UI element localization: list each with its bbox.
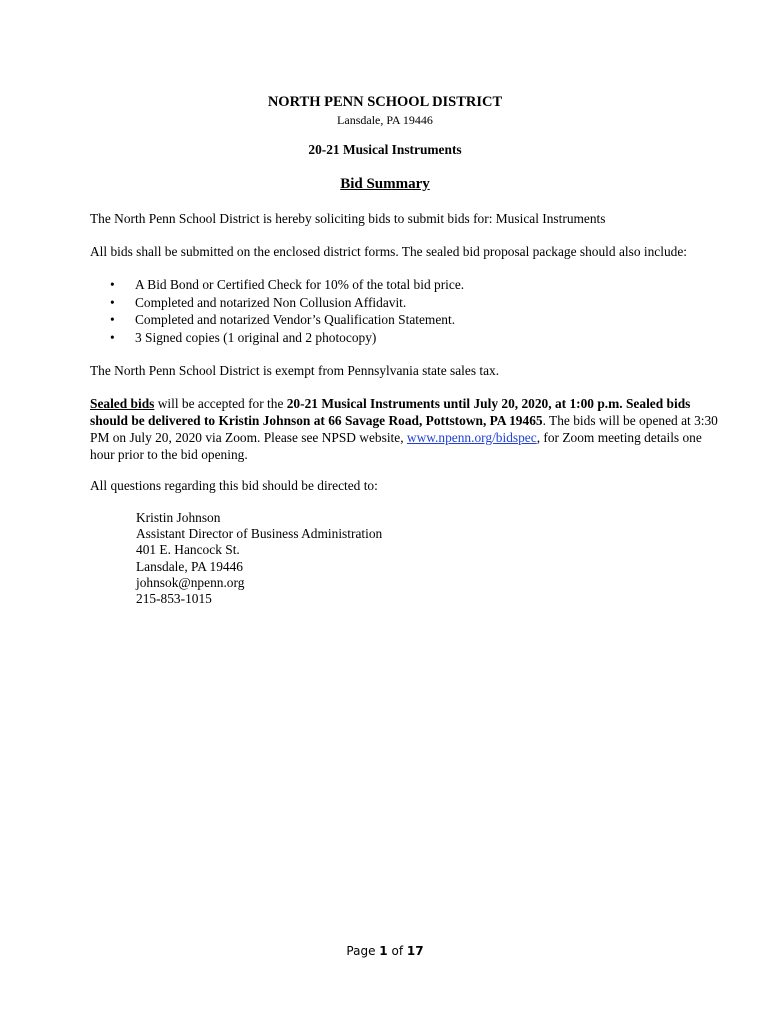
bid-summary-heading: Bid Summary [340,176,430,192]
sealed-bids-opening-text: . The bids will be opened at 3:30 PM on July 20, 2020 via Zoom. Please see NPSD website, [90,413,718,445]
list-item [90,295,720,313]
contact-block [136,510,536,607]
list-item-text: A Bid Bond or Certified Check for 10% of the total bid price. [135,277,465,292]
list-item-text: Completed and notarized Non Collusion Affidavit. [135,294,407,310]
of-word: of [387,944,407,958]
sealed-bids-deadline: 20-21 Musical Instruments until July 20, 2020, at 1:00 p.m. Sealed bids should be delivered to Kristin Johnson at 66 Savage Road, Pottstown, PA 19465 [90,396,691,428]
bullet-icon: • [110,277,115,292]
sealed-bids-text: will be accepted for the [154,396,287,411]
page-number: 1 [379,944,388,958]
questions-paragraph: All questions regarding this bid should be directed to: [90,478,378,493]
bullet-icon: • [110,312,115,327]
list-item-text: 3 Signed copies (1 original and 2 photocopy) [135,329,377,345]
contact-name: Kristin Johnson [136,510,221,525]
bid-title: 20-21 Musical Instruments [308,142,462,157]
list-item [90,312,720,330]
contact-city: Lansdale, PA 19446 [136,558,243,574]
sealed-bids-paragraph [90,395,720,463]
sealed-bids-label: Sealed bids [90,396,155,411]
contact-email: johnsok@npenn.org [136,574,245,590]
list-item-text: Completed and notarized Vendor’s Qualification Statement. [135,312,456,327]
page-total: 17 [406,944,424,958]
bullet-icon: • [110,294,115,310]
page-word: Page [346,944,380,958]
page-footer [0,943,770,960]
contact-title: Assistant Director of Business Administration [136,526,383,542]
contact-address: 401 E. Hancock St. [136,542,240,558]
intro-paragraph: The North Penn School District is hereby soliciting bids to submit bids for: Musical Instruments [90,211,606,226]
bidspec-link[interactable]: www.npenn.org/bidspec [406,430,537,445]
district-title: NORTH PENN SCHOOL DISTRICT [267,94,503,110]
tax-exempt-paragraph: The North Penn School District is exempt from Pennsylvania state sales tax. [90,363,500,378]
contact-phone: 215-853-1015 [136,590,212,606]
list-item [90,277,720,295]
list-item [90,330,720,348]
bullet-icon: • [110,329,115,345]
requirements-list [90,277,720,347]
sealed-bids-closing-text: , for Zoom meeting details one hour prior to the bid opening. [90,430,702,462]
forms-paragraph: All bids shall be submitted on the enclosed district forms. The sealed bid proposal package should also include: [90,244,688,259]
district-location: Lansdale, PA 19446 [337,113,433,127]
